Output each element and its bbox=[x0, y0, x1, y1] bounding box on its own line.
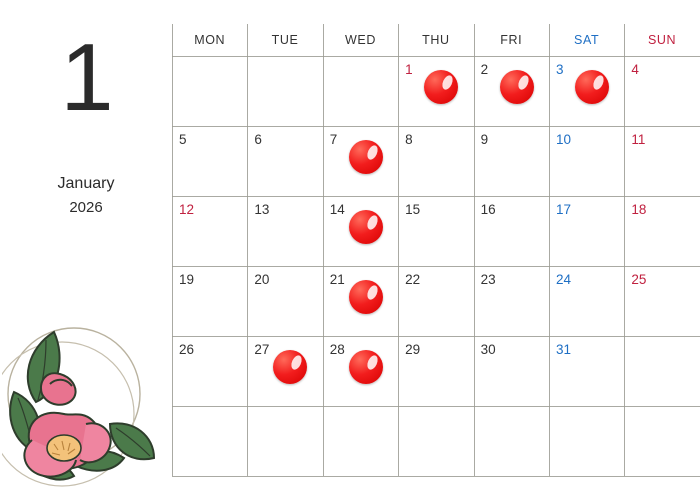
day-number: 9 bbox=[480, 132, 489, 147]
day-cell-empty[interactable] bbox=[474, 406, 549, 476]
weekday-header-fri: FRI bbox=[500, 33, 523, 47]
day-number: 31 bbox=[555, 342, 571, 357]
day-number: 3 bbox=[555, 62, 564, 77]
day-cell-3[interactable] bbox=[549, 56, 624, 126]
day-number: 19 bbox=[179, 272, 195, 287]
day-number: 8 bbox=[405, 132, 413, 147]
day-number: 17 bbox=[555, 202, 571, 217]
day-cell-empty[interactable] bbox=[247, 56, 322, 126]
day-number: 24 bbox=[555, 272, 571, 287]
week-row bbox=[172, 406, 700, 476]
day-number: 10 bbox=[555, 132, 571, 147]
red-sticker-marker bbox=[500, 70, 534, 104]
day-cell-31[interactable] bbox=[549, 336, 624, 406]
week-row bbox=[172, 266, 700, 336]
weekday-header-tue: TUE bbox=[271, 33, 299, 47]
day-number: 4 bbox=[631, 62, 639, 77]
day-cell-21[interactable] bbox=[323, 266, 398, 336]
day-cell-12[interactable] bbox=[172, 196, 247, 266]
day-number: 5 bbox=[179, 132, 187, 147]
day-cell-13[interactable] bbox=[247, 196, 322, 266]
grid-vertical-line bbox=[323, 24, 324, 476]
day-cell-17[interactable] bbox=[549, 196, 624, 266]
red-sticker-marker bbox=[273, 350, 307, 384]
month-name: January bbox=[57, 175, 115, 192]
day-number: 25 bbox=[631, 272, 647, 287]
day-cell-23[interactable] bbox=[474, 266, 549, 336]
day-number: 18 bbox=[631, 202, 647, 217]
day-number: 22 bbox=[405, 272, 421, 287]
red-sticker-marker bbox=[349, 210, 383, 244]
day-cell-4[interactable] bbox=[624, 56, 699, 126]
day-cell-18[interactable] bbox=[624, 196, 699, 266]
day-cell-29[interactable] bbox=[398, 336, 473, 406]
day-cell-empty[interactable] bbox=[323, 406, 398, 476]
day-cell-14[interactable] bbox=[323, 196, 398, 266]
day-number: 23 bbox=[480, 272, 496, 287]
day-cell-11[interactable] bbox=[624, 126, 699, 196]
grid-vertical-line bbox=[172, 24, 173, 476]
day-number: 16 bbox=[480, 202, 496, 217]
day-cell-2[interactable] bbox=[474, 56, 549, 126]
day-number: 29 bbox=[405, 342, 421, 357]
day-cell-empty[interactable] bbox=[247, 406, 322, 476]
day-cell-16[interactable] bbox=[474, 196, 549, 266]
day-cell-27[interactable] bbox=[247, 336, 322, 406]
day-cell-28[interactable] bbox=[323, 336, 398, 406]
day-cell-1[interactable] bbox=[398, 56, 473, 126]
day-number: 28 bbox=[329, 342, 345, 357]
grid-vertical-line bbox=[624, 24, 625, 476]
weekday-header-mon: MON bbox=[194, 33, 226, 47]
day-cell-empty[interactable] bbox=[549, 406, 624, 476]
grid-vertical-line bbox=[549, 24, 550, 476]
weekday-header-row bbox=[172, 24, 700, 56]
red-sticker-marker bbox=[349, 140, 383, 174]
week-row bbox=[172, 336, 700, 406]
week-row bbox=[172, 56, 700, 126]
day-cell-22[interactable] bbox=[398, 266, 473, 336]
day-cell-empty[interactable] bbox=[172, 56, 247, 126]
week-row bbox=[172, 196, 700, 266]
day-cell-7[interactable] bbox=[323, 126, 398, 196]
grid-horizontal-line bbox=[172, 126, 700, 127]
day-cell-5[interactable] bbox=[172, 126, 247, 196]
day-cell-15[interactable] bbox=[398, 196, 473, 266]
day-cell-empty[interactable] bbox=[398, 406, 473, 476]
red-sticker-marker bbox=[349, 350, 383, 384]
day-number: 30 bbox=[480, 342, 496, 357]
weekday-header-wed: WED bbox=[344, 33, 376, 47]
day-number: 2 bbox=[480, 62, 489, 77]
day-number: 1 bbox=[405, 62, 413, 77]
day-number: 20 bbox=[254, 272, 270, 287]
day-cell-26[interactable] bbox=[172, 336, 247, 406]
day-cell-6[interactable] bbox=[247, 126, 322, 196]
day-number: 11 bbox=[631, 132, 646, 147]
day-number: 27 bbox=[254, 342, 270, 357]
grid-horizontal-line bbox=[172, 336, 700, 337]
grid-vertical-line bbox=[398, 24, 399, 476]
day-cell-30[interactable] bbox=[474, 336, 549, 406]
day-number: 21 bbox=[329, 272, 345, 287]
week-row bbox=[172, 126, 700, 196]
day-cell-9[interactable] bbox=[474, 126, 549, 196]
day-cell-24[interactable] bbox=[549, 266, 624, 336]
grid-vertical-line bbox=[247, 24, 248, 476]
weekday-header-sun: SUN bbox=[647, 33, 677, 47]
day-cell-empty[interactable] bbox=[323, 56, 398, 126]
day-number: 26 bbox=[179, 342, 195, 357]
grid-horizontal-line bbox=[172, 476, 700, 477]
day-number: 6 bbox=[254, 132, 262, 147]
day-cell-25[interactable] bbox=[624, 266, 699, 336]
month-number: 1 bbox=[60, 24, 112, 131]
day-number: 7 bbox=[329, 132, 338, 147]
year-label: 2026 bbox=[69, 199, 103, 216]
day-cell-empty[interactable] bbox=[172, 406, 247, 476]
day-cell-empty[interactable] bbox=[624, 336, 699, 406]
camellia-flower-illustration bbox=[2, 274, 172, 489]
day-cell-20[interactable] bbox=[247, 266, 322, 336]
grid-horizontal-line bbox=[172, 56, 700, 57]
day-cell-8[interactable] bbox=[398, 126, 473, 196]
grid-horizontal-line bbox=[172, 266, 700, 267]
grid-horizontal-line bbox=[172, 196, 700, 197]
day-cell-empty[interactable] bbox=[624, 406, 699, 476]
day-cell-10[interactable] bbox=[549, 126, 624, 196]
day-number: 13 bbox=[254, 202, 270, 217]
red-sticker-marker bbox=[575, 70, 609, 104]
day-number: 14 bbox=[329, 202, 345, 217]
grid-vertical-line bbox=[474, 24, 475, 476]
calendar-grid bbox=[172, 24, 700, 480]
weekday-header-sat: SAT bbox=[574, 33, 600, 47]
red-sticker-marker bbox=[349, 280, 383, 314]
grid-horizontal-line bbox=[172, 406, 700, 407]
month-title-panel bbox=[0, 0, 172, 489]
red-sticker-marker bbox=[424, 70, 458, 104]
day-number: 15 bbox=[405, 202, 421, 217]
day-cell-19[interactable] bbox=[172, 266, 247, 336]
weekday-header-thu: THU bbox=[422, 33, 450, 47]
day-number: 12 bbox=[179, 202, 195, 217]
